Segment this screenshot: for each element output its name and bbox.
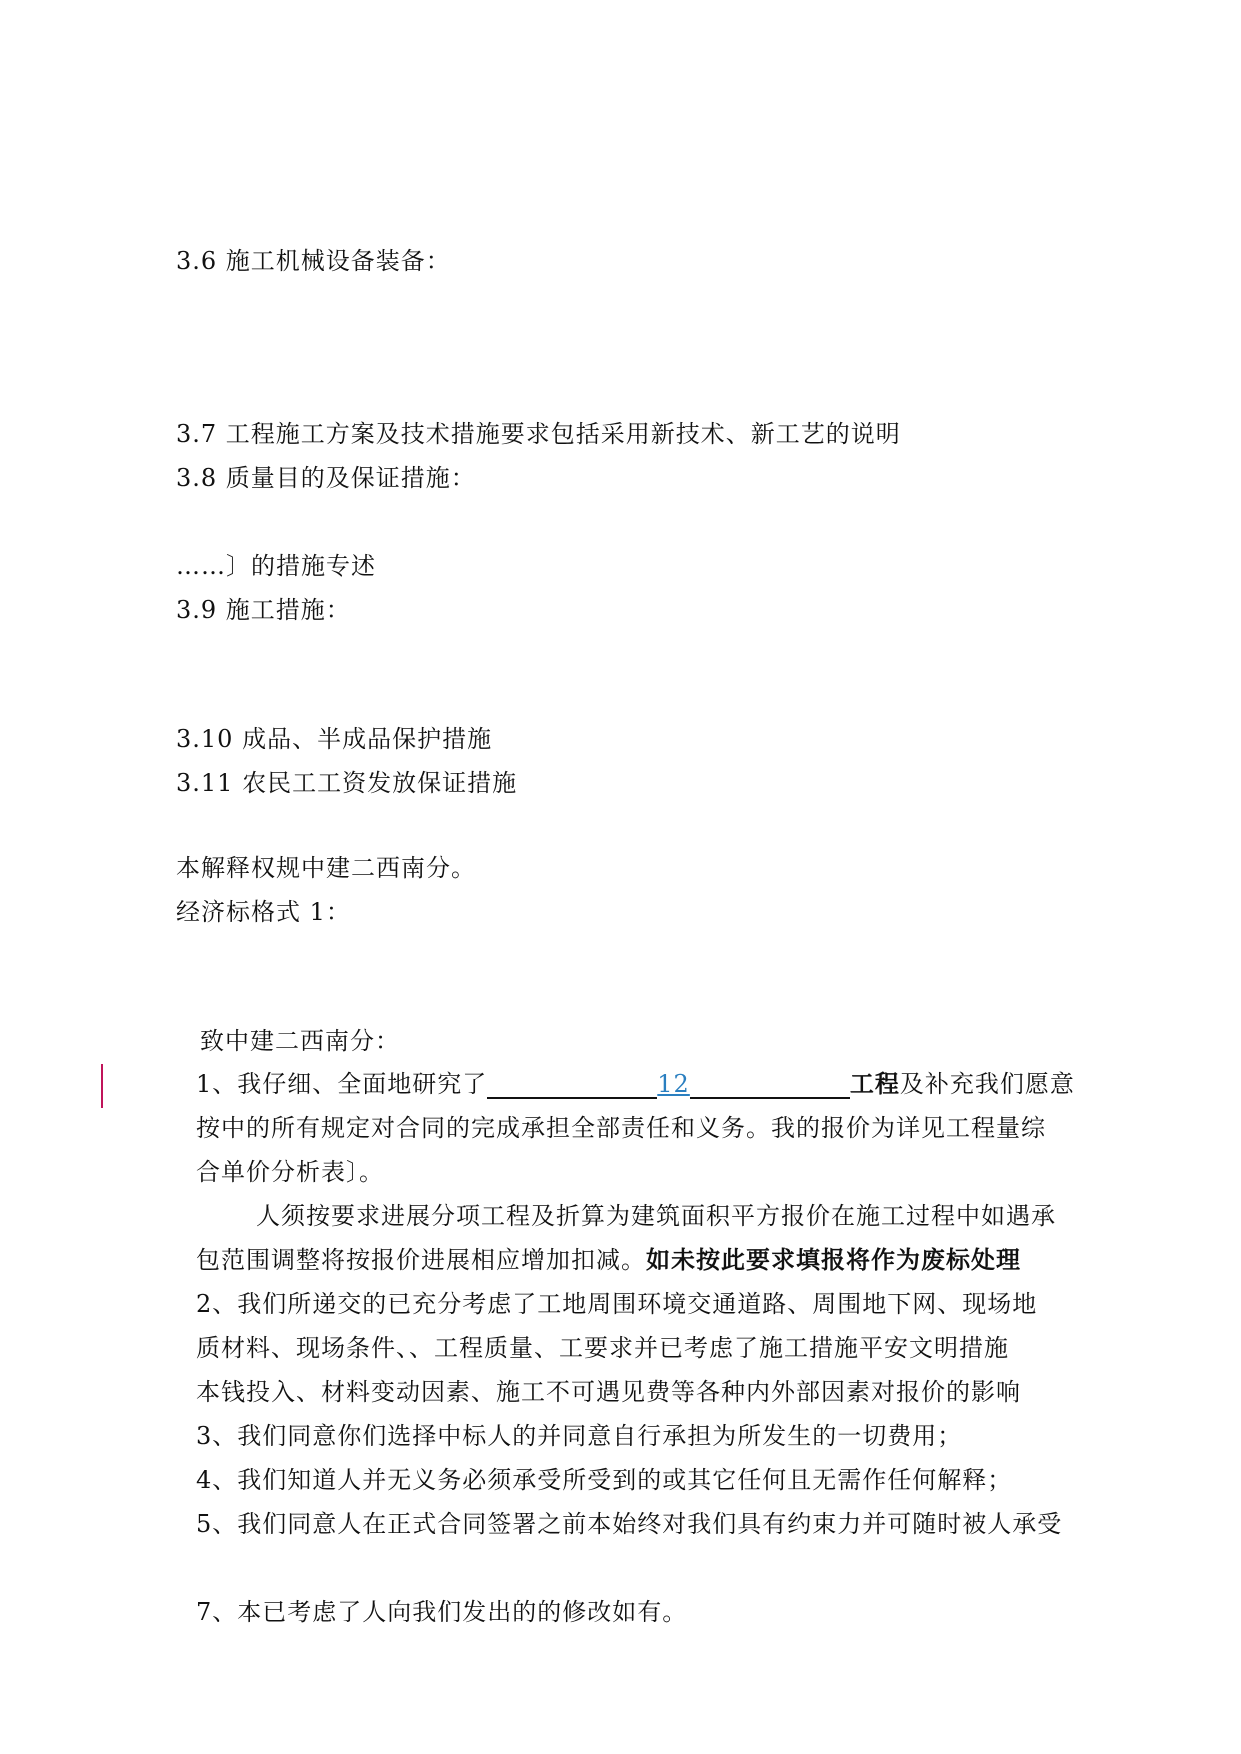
letter-para-7: 7、本已考虑了人向我们发出的的修改如有。 (196, 1598, 688, 1626)
letter-para-1-line-1 (196, 1069, 1075, 1099)
explanation-right: 本解释权规中建二西南分。 (176, 854, 476, 882)
heading-3-8: 3.8 质量目的及保证措施： (176, 464, 476, 492)
heading-3-7: 3.7 工程施工方案及技术措施要求包括采用新技术、新工艺的说明 (176, 420, 901, 448)
letter-para-1b-line-2 (196, 1245, 1021, 1275)
letter-para-1-line-3: 合单价分析表〕。 (196, 1158, 384, 1186)
letter-para-2-line-2: 质材料、现场条件、、工程质量、工要求并已考虑了施工措施平安文明措施 (196, 1334, 1009, 1362)
heading-3-11: 3.11 农民工工资发放保证措施 (176, 769, 518, 797)
measures-note: ……〕的措施专述 (176, 552, 376, 580)
heading-3-10: 3.10 成品、半成品保护措施 (176, 725, 493, 753)
disqualification-warning: 如未按此要求填报将作为废标处理 (646, 1246, 1021, 1274)
blank-underline-right (690, 1071, 850, 1099)
project-word: 工程 (849, 1070, 900, 1098)
letter-para-2-line-3: 本钱投入、材料变动因素、施工不可遇见费等各种内外部因素对报价的影响 (196, 1378, 1021, 1406)
project-number: 12 (657, 1070, 690, 1098)
heading-3-9: 3.9 施工措施： (176, 596, 351, 624)
letter-para-3: 3、我们同意你们选择中标人的并同意自行承担为所发生的一切费用； (196, 1422, 963, 1450)
para-1-prefix: 1、我仔细、全面地研究了 (196, 1070, 488, 1098)
letter-para-5: 5、我们同意人在正式合同签署之前本始终对我们具有约束力并可随时被人承受 (196, 1510, 1063, 1538)
format-title: 经济标格式 1： (176, 898, 351, 926)
letter-recipient: 致中建二西南分： (200, 1027, 400, 1055)
letter-para-4: 4、我们知道人并无义务必须承受所受到的或其它任何且无需作任何解释； (196, 1466, 1013, 1494)
para-1b-text: 包范围调整将按报价进展相应增加扣减。 (196, 1246, 646, 1274)
blank-underline-left (487, 1071, 657, 1099)
heading-3-6: 3.6 施工机械设备装备： (176, 247, 451, 275)
para-1-suffix: 及补充我们愿意 (899, 1070, 1075, 1098)
revision-mark (101, 1064, 103, 1108)
letter-para-1-line-2: 按中的所有规定对合同的完成承担全部责任和义务。我的报价为详见工程量综 (196, 1114, 1046, 1142)
letter-para-1b-line-1: 人须按要求进展分项工程及折算为建筑面积平方报价在施工过程中如遇承 (256, 1202, 1056, 1230)
letter-para-2-line-1: 2、我们所递交的已充分考虑了工地周围环境交通道路、周围地下网、现场地 (196, 1290, 1038, 1318)
